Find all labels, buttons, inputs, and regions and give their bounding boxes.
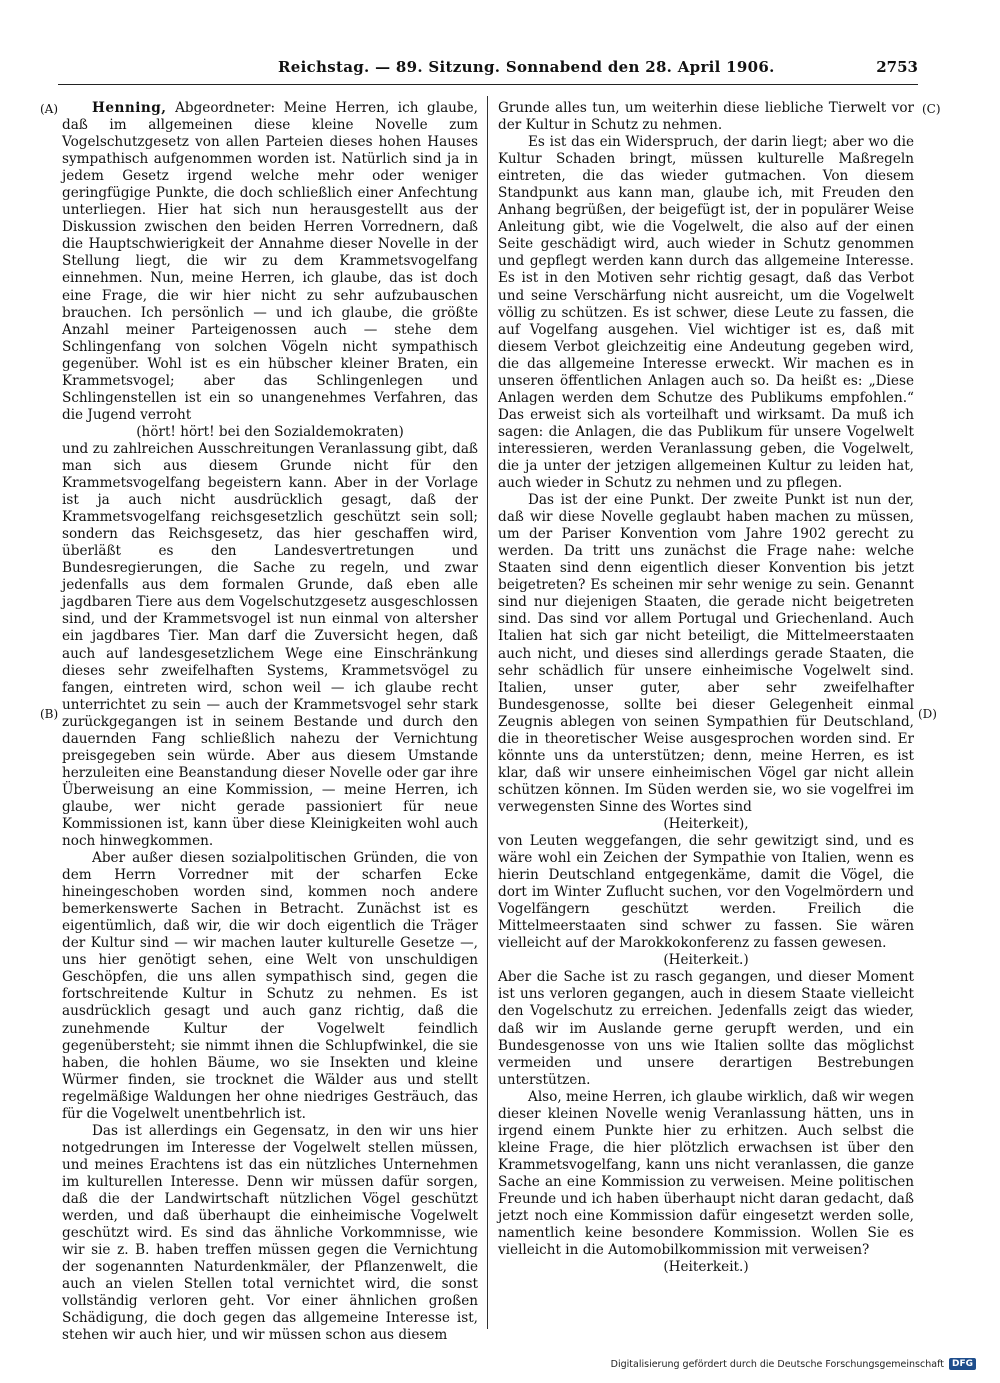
- speech-paragraph: von Leuten weggefangen, die sehr gewitzigt sind, und es wäre wohl ein Zeichen der Sympathie von Italien, wenn es hierin Deutschland entgegenkäme, damit die Vögel, die dort im Winter Zuflucht suchen, vor den Vogelmördern und Vogelfängern geschützt werden. Freilich die Mittelmeerstaaten sind schwer zu fassen. Sie wären vielleicht auf der Marokkokonferenz zu fassen gewesen.: [498, 833, 914, 952]
- digitization-footer: [611, 1358, 976, 1370]
- dfg-logo-icon: DFG: [949, 1358, 976, 1370]
- speech-paragraph: Grunde alles tun, um weiterhin diese liebliche Tierwelt vor der Kultur in Schutz zu nehmen.: [498, 100, 914, 134]
- speaker-name: Henning,: [92, 100, 167, 116]
- header-title: Reichstag. — 89. Sitzung. Sonnabend den 28. April 1906.: [278, 58, 775, 76]
- interjection: (Heiterkeit),: [663, 815, 749, 832]
- speech-paragraph: Das ist allerdings ein Gegensatz, in den wir uns hier notgedrungen im Interesse der Vogelwelt stellen müssen, und meines Erachtens ist das ein nützliches Unternehmen im kulturellen Interesse. Denn wir müssen dafür sorgen, daß die der Landwirtschaft nützlichen Vögel geschützt werden, und daß überhaupt die einheimische Vogelwelt geschützt wird. Es sind das ähnliche Vorkommnisse, wie wir sie z. B. haben treffen müssen gegen die Vernichtung der sogenannten Naturdenkmäler, der Pflanzenwelt, die auch an vielen Stellen total vernichtet wird, die sonst vollständig verloren geht. Vor einer ähnlichen großen Schädigung, die doch gegen das allgemeine Interesse ist, stehen wir auch hier, und wir müssen schon aus diesem: [62, 1122, 478, 1344]
- header-rule: [58, 84, 918, 85]
- speech-paragraph: und zu zahlreichen Ausschreitungen Veranlassung gibt, daß man sich aus diesem Grunde nicht für den Krammetsvogelfang begeistern kann. Aber in der Vorlage ist ja auch nicht ausdrücklich gesagt, daß der Krammetsvogelfang reichsgesetzlich geschützt sein soll; sondern das Reichsgesetz, das hier geschaffen wird, überläßt es den Landesvertretungen und Bundesregierungen, die Sache zu regeln, und zwar jedenfalls aus dem formalen Grunde, daß eben alle jagdbaren Tiere aus dem Vogelschutzgesetz ausgeschlossen sind, und der Krammetsvogel ist nun einmal von altersher ein jagdbares Tier. Man darf die Zuversicht hegen, daß auch auf landesgesetzlichem Wege eine Einschränkung dieses sehr zweifelhaften Systems, Krammetsvögel zu fangen, eintreten wird, schon weil — ich glaube recht unterrichtet zu sein — auch der Krammetsvogel sehr stark zurückgegangen ist in seinem Bestande und durch den dauernden Fang schließlich nahezu der Vernichtung preisgegeben sein würde. Aber aus diesem Umstande herzuleiten eine Beanstandung dieser Novelle oder gar ihre Überweisung an eine Kommission, — meine Herren, ich glaube, wer nicht gerade passioniert für neue Kommissionen ist, kann über diese Kleinigkeiten wohl auch noch hinwegkommen.: [62, 440, 478, 850]
- paragraph-text: Abgeordneter: Meine Herren, ich glaube, daß im allgemeinen diese kleine Novelle zum Vogelschutzgesetz von allen Parteien dieses hohen Hauses sympathisch aufgenommen worden ist. Natürlich sind ja in jedem Gesetz irgend welche mehr oder weniger geringfügige Punkte, die doch schließlich einer Anfechtung unterliegen. Hier hat sich nun herausgestellt aus der Diskussion zwischen den beiden Herren Vorrednern, daß die Hauptschwierigkeit der Annahme dieser Novelle in der Stellung liegt, die wir zu dem Krammetsvogelfang einnehmen. Nun, meine Herren, ich glaube, das ist doch eine Frage, die wir hier nicht zu sehr aufzubauschen brauchen. Ich persönlich — und ich glaube, die größte Anzahl meiner Parteigenossen auch — stehe dem Schlingenfang von solchen Vögeln nicht sympathisch gegenüber. Wohl ist es ein hübscher kleiner Braten, ein Krammetsvogel; aber das Schlingenlegen und Schlingenstellen ist ein so unangenehmes Verfahren, das die Jugend verroht: [62, 100, 478, 423]
- margin-marker-a: (A): [40, 102, 59, 116]
- right-column: [498, 100, 914, 1276]
- margin-marker-d: (D): [918, 707, 937, 721]
- speech-paragraph: Aber außer diesen sozialpolitischen Gründen, die von dem Herrn Vorredner mit der scharfen Ecke hineingeschoben worden sind, kommen noch andere bemerkenswerte Sachen in Betracht. Zunächst ist es eigentümlich, daß wir, die wir doch eigentlich die Träger der Kultur sind — wir machen lauter kulturelle Gesetze —, uns hier genötigt sehen, eine Welt von unschuldigen Geschöpfen, die uns allen sympathisch sind, gegen die fortschreitende Kultur in Schutz zu nehmen. Es ist ausdrücklich gesagt und auch ganz richtig, daß die zunehmende Kultur der Vogelwelt feindlich gegenübersteht; sie nimmt ihnen die Schlupfwinkel, die sie haben, die hohlen Bäume, wo sie Insekten und kleine Würmer finden, sie trocknet die Wälder aus und stellt regelmäßige Waldungen her ohne niedriges Gesträuch, das für die Vogelwelt unentbehrlich ist.: [62, 850, 478, 1122]
- left-column: [62, 100, 478, 1344]
- footer-text: Digitalisierung gefördert durch die Deutsche Forschungsgemeinschaft: [610, 1358, 944, 1370]
- speech-paragraph: Das ist der eine Punkt. Der zweite Punkt ist nun der, daß wir diese Novelle geglaubt haben machen zu müssen, um der Pariser Konvention vom Jahre 1902 gerecht zu werden. Da tritt uns zunächst die Frage nahe: welche Staaten sind denn eigentlich dieser Konvention bis jetzt beigetreten? Es scheinen mir sehr wenige zu sein. Genannt sind nur diejenigen Staaten, die gerade nicht beigetreten sind. Das sind vor allem Portugal und Griechenland. Auch Italien hat sich gar nicht beteiligt, die Mittelmeerstaaten auch nicht, und dieses sind allerdings gerade Staaten, die sehr schädlich für unsere einheimische Vogelwelt sind. Italien, unser guter, aber sehr zweifelhafter Bundesgenosse, sollte bei dieser Gelegenheit einmal Zeugnis ablegen von seinen Sympathien für Deutschland, die in theoretischer Weise ausgesprochen worden sind. Er könnte uns da unterstützen; denn, meine Herren, es ist klar, daß wir unsere einheimischen Vögel gar nicht allein schützen können. Im Süden werden sie, wo sie vogelfrei im verwegensten Sinne des Wortes sind: [498, 492, 914, 815]
- speech-paragraph: [62, 100, 478, 424]
- interjection: (Heiterkeit.): [663, 1259, 749, 1276]
- speech-paragraph: Es ist das ein Widerspruch, der darin liegt; aber wo die Kultur Schaden bringt, müssen kulturelle Maßregeln eintreten, die das wieder gutmachen. Von diesem Standpunkt aus kann man, glaube ich, mit Freuden den Anhang begrüßen, der beigefügt ist, der in populärer Weise Anleitung gibt, wie die Vogelwelt, die also auf der einen Seite geschädigt wird, auch wieder in Schutz genommen und gepflegt werden kann durch das allgemeine Interesse. Es ist in den Motiven sehr richtig gesagt, daß das Verbot und seine Verschärfung nicht ausreicht, um die Vogelwelt völlig zu schützen. Es ist schwer, diese Leute zu fassen, die auf Vogelfang ausgehen. Viel wichtiger ist es, daß mit diesem Verbot gleichzeitig eine Andeutung gegeben wird, die das allgemeine Interesse erweckt. Wir machen es in unseren öffentlichen Anlagen auch so. Da heißt es: „Diese Anlagen werden dem Schutze des Publikums empfohlen.“ Das erweist sich als vorteilhaft und wirksamt. Da muß ich sagen: die Anlagen, die das Publikum für unsere Vogelwelt interessieren, werden Veranlassung geben, die Vogelwelt, die ja unter der jetzigen allgemeinen Kultur zu leiden hat, auch wieder in Schutz zu nehmen und zu pflegen.: [498, 134, 914, 492]
- page-number: 2753: [876, 58, 918, 76]
- running-header: [58, 58, 918, 84]
- interjection: (hört! hört! bei den Sozialdemokraten): [136, 423, 404, 440]
- margin-marker-c: (C): [922, 102, 941, 116]
- column-divider: [487, 96, 488, 1329]
- speech-paragraph: Aber die Sache ist zu rasch gegangen, und dieser Moment ist uns verloren gegangen, auch in diesem Staate vielleicht den Vogelschutz zu erreichen. Jedenfalls zeigt das wieder, daß wir im Auslande gerne gerupft werden, und ein Bundesgenosse von uns wie Italien sollte das möglichst vermeiden und unsere derartigen Bestrebungen unterstützen.: [498, 969, 914, 1088]
- speech-paragraph: Also, meine Herren, ich glaube wirklich, daß wir wegen dieser kleinen Novelle wenig Veranlassung hätten, uns in irgend einem Punkte hier zu erhitzen. Auch selbst die kleine Frage, die hier plötzlich erwachsen ist über den Krammetsvogelfang, kann uns nicht veranlassen, die ganze Sache an eine Kommission zu verweisen. Meine politischen Freunde und ich haben überhaupt nicht daran gedacht, daß jetzt noch eine Kommission dafür eingesetzt werden solle, namentlich keine besondere Kommission. Wollen Sie es vielleicht in die Automobilkommission mit verweisen?: [498, 1088, 914, 1259]
- margin-marker-b: (B): [40, 707, 59, 721]
- interjection: (Heiterkeit.): [663, 952, 749, 969]
